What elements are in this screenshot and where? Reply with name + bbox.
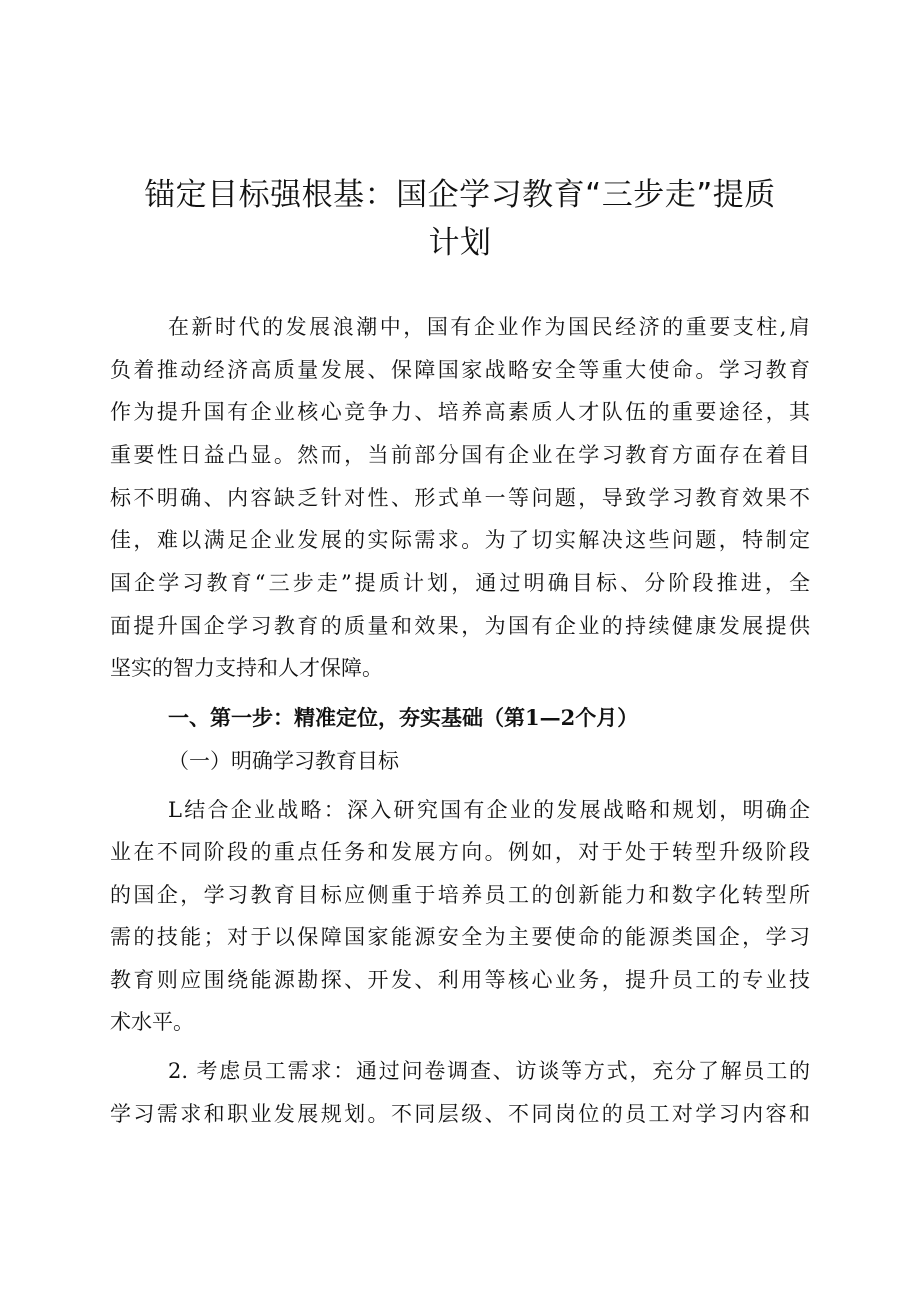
intro-paragraph-line: 佳，难以满足企业发展的实际需求。为了切实解决这些问题，特制定 — [110, 528, 810, 552]
item1-paragraph-line: L结合企业战略：深入研究国有企业的发展战略和规划，明确企 — [168, 798, 810, 822]
intro-paragraph-line: 坚实的智力支持和人才保障。 — [110, 656, 383, 680]
item2-paragraph-line: 2. 考虑员工需求：通过问卷调查、访谈等方式，充分了解员工的 — [168, 1059, 810, 1083]
item2-paragraph-line: 学习需求和职业发展规划。不同层级、不同岗位的员工对学习内容和 — [110, 1102, 810, 1126]
item1-paragraph-line: 业在不同阶段的重点任务和发展方向。例如，对于处于转型升级阶段 — [110, 840, 810, 864]
subsection-heading: （一）明确学习教育目标 — [168, 749, 399, 773]
item1-paragraph-line: 教育则应围绕能源勘探、开发、利用等核心业务，提升员工的专业技 — [110, 968, 810, 992]
intro-paragraph-line: 负着推动经济高质量发展、保障国家战略安全等重大使命。学习教育 — [110, 358, 810, 382]
intro-paragraph-line: 作为提升国有企业核心竞争力、培养高素质人才队伍的重要途径，其 — [110, 400, 810, 424]
intro-paragraph-line: 在新时代的发展浪潮中，国有企业作为国民经济的重要支柱,肩 — [168, 315, 810, 339]
item1-paragraph-line: 的国企，学习教育目标应侧重于培养员工的创新能力和数字化转型所 — [110, 883, 810, 907]
document-title: 锚定目标强根基：国企学习教育“三步走”提质 — [144, 177, 776, 213]
intro-paragraph-line: 标不明确、内容缺乏针对性、形式单一等问题，导致学习教育效果不 — [110, 486, 810, 510]
item1-paragraph-line: 需的技能；对于以保障国家能源安全为主要使命的能源类国企，学习 — [110, 925, 810, 949]
document-title-continued: 计划 — [428, 225, 492, 261]
intro-paragraph-line: 国企学习教育“三步走”提质计划，通过明确目标、分阶段推进，全 — [110, 571, 810, 595]
item1-paragraph-line: 术水平。 — [110, 1010, 194, 1034]
section-heading: 一、第一步：精准定位，夯实基础（第1—2个月） — [168, 705, 639, 730]
intro-paragraph-line: 重要性日益凸显。然而，当前部分国有企业在学习教育方面存在着目 — [110, 443, 810, 467]
intro-paragraph-line: 面提升国企学习教育的质量和效果，为国有企业的持续健康发展提供 — [110, 614, 810, 638]
